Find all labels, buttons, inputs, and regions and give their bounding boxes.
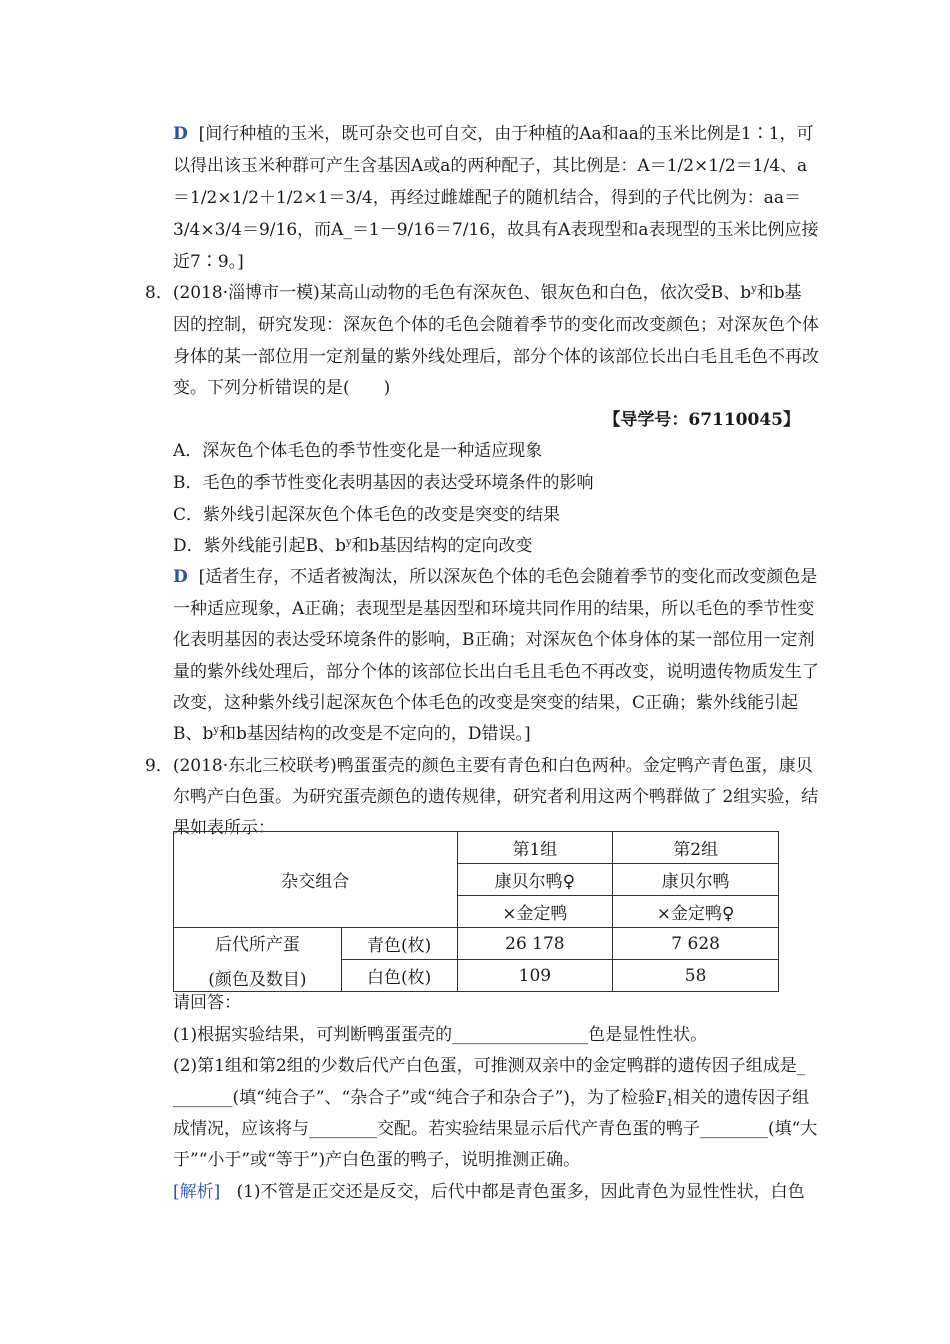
q8-answer-letter: D bbox=[173, 567, 188, 587]
q8-number: 8． bbox=[145, 283, 173, 303]
q8-stem-line-1 bbox=[145, 283, 802, 303]
group1-cross-line-1: 康贝尔鸭♀ bbox=[457, 864, 613, 896]
group2-cyan-count: 7 628 bbox=[613, 928, 779, 960]
group2-header: 第2组 bbox=[613, 832, 779, 864]
white-egg-label: 白色(枚) bbox=[341, 960, 457, 992]
q9-stem-line-3: 果如表所示： bbox=[173, 818, 275, 838]
q9-stem-line-2: 尔鸭产白色蛋。为研究蛋壳颜色的遗传规律，研究者利用这两个鸭群做了 2组实验，结 bbox=[173, 787, 819, 807]
q9-prompt: 请回答： bbox=[173, 993, 241, 1013]
q8-answer-line-3: 化表明基因的表达受环境条件的影响，B正确；对深灰色个体身体的某一部位用一定剂 bbox=[173, 630, 815, 650]
q8-option-d: D．紫外线能引起B、$b^y$和b基因结构的定向改变 bbox=[173, 536, 533, 556]
group1-cross-line-2: ×金定鸭 bbox=[457, 896, 613, 928]
group1-white-count: 109 bbox=[457, 960, 613, 992]
q8-answer-line-6: B、$b^y$和b基因结构的改变是不定向的，D错误。] bbox=[173, 724, 531, 744]
q8-stem-line-2: 因的控制，研究发现：深灰色个体的毛色会随着季节的变化而改变颜色；对深灰色个体 bbox=[173, 315, 819, 335]
q9-stem-line-1: 9．(2018·东北三校联考)鸭蛋蛋壳的颜色主要有青色和白色两种。金定鸭产青色蛋，康贝 bbox=[145, 756, 813, 776]
experiment-table bbox=[173, 831, 779, 992]
q8-guide-number: 【导学号：67110045】 bbox=[603, 410, 800, 430]
q7-answer-letter: D bbox=[173, 124, 188, 144]
cyan-egg-label: 青色(枚) bbox=[341, 928, 457, 960]
q8-stem-line-3: 身体的某一部位用一定剂量的紫外线处理后，部分个体的该部位长出白毛且毛色不再改 bbox=[173, 347, 819, 367]
q7-answer-line-2: 以得出该玉米种群可产生含基因A或a的两种配子，其比例是：A＝1/2×1/2＝1/4、a bbox=[173, 156, 808, 176]
q7-answer-line-4: 3/4×3/4＝9/16，而A_＝1－9/16＝7/16，故具有A表现型和a表现型的玉米比例应接 bbox=[173, 220, 819, 240]
q8-stem-text-end: 和b基 bbox=[756, 283, 802, 303]
q8-stem-text: (2018·淄博市一模)某高山动物的毛色有深灰色、银灰色和白色，依次受B、b bbox=[172, 283, 752, 303]
q9-sub1: (1)根据实验结果，可判断鸭蛋蛋壳的________________色是显性性状。 bbox=[173, 1025, 708, 1045]
q7-answer-line-1 bbox=[173, 124, 814, 144]
offspring-eggs-label: 后代所产蛋 (颜色及数目) bbox=[174, 928, 342, 992]
group2-cross-line-1: 康贝尔鸭 bbox=[613, 864, 779, 896]
q7-answer-line-5: 近7∶9。] bbox=[173, 252, 244, 272]
analysis-tag: [解析] bbox=[173, 1182, 221, 1202]
q7-answer-text: [间行种植的玉米，既可杂交也可自交，由于种植的Aa和aa的玉米比例是1∶1，可 bbox=[198, 124, 814, 144]
q8-answer-line-1: D [适者生存，不适者被淘汰，所以深灰色个体的毛色会随着季节的变化而改变颜色是 bbox=[173, 567, 818, 587]
q9-analysis: [解析] (1)不管是正交还是反交，后代中都是青色蛋多，因此青色为显性性状，白色 bbox=[173, 1182, 805, 1202]
q9-number: 9． bbox=[145, 756, 173, 776]
q8-option-c: C．紫外线引起深灰色个体毛色的改变是突变的结果 bbox=[173, 505, 561, 525]
q7-answer-line-3: ＝1/2×1/2＋1/2×1＝3/4，再经过雌雄配子的随机结合，得到的子代比例为：aa＝ bbox=[173, 188, 802, 208]
q9-sub2-line-4: 于”“小于”或“等于”)产白色蛋的鸭子，说明推测正确。 bbox=[173, 1150, 581, 1170]
q8-stem-line-4: 变。下列分析错误的是( ) bbox=[173, 378, 391, 398]
q8-option-b: B．毛色的季节性变化表明基因的表达受环境条件的影响 bbox=[173, 473, 594, 493]
q8-answer-line-2: 一种适应现象，A正确；表现型是基因型和环境共同作用的结果，所以毛色的季节性变 bbox=[173, 599, 815, 619]
q9-sub2-line-1: (2)第1组和第2组的少数后代产白色蛋，可推测双亲中的金定鸭群的遗传因子组成是_ bbox=[173, 1056, 806, 1076]
q8-option-a: A．深灰色个体毛色的季节性变化是一种适应现象 bbox=[173, 441, 543, 461]
cross-combination-header: 杂交组合 bbox=[174, 832, 458, 928]
group1-cyan-count: 26 178 bbox=[457, 928, 613, 960]
q8-answer-line-4: 量的紫外线处理后，部分个体的该部位长出白毛且毛色不再改变，说明遗传物质发生了 bbox=[173, 662, 819, 682]
q8-superscript: y bbox=[751, 284, 757, 295]
q8-answer-line-5: 改变，这种紫外线引起深灰色个体毛色的改变是突变的结果，C正确；紫外线能引起 bbox=[173, 693, 799, 713]
q9-sub2-line-3: 成情况，应该将与________交配。若实验结果显示后代产青色蛋的鸭子________(填“大 bbox=[173, 1119, 818, 1139]
group1-header: 第1组 bbox=[457, 832, 613, 864]
group2-white-count: 58 bbox=[613, 960, 779, 992]
q9-sub2-line-2: _______(填“纯合子”、“杂合子”或“纯合子和杂合子”)，为了检验$F_1$相关的遗传因子组 bbox=[173, 1088, 810, 1109]
group2-cross-line-2: ×金定鸭♀ bbox=[613, 896, 779, 928]
